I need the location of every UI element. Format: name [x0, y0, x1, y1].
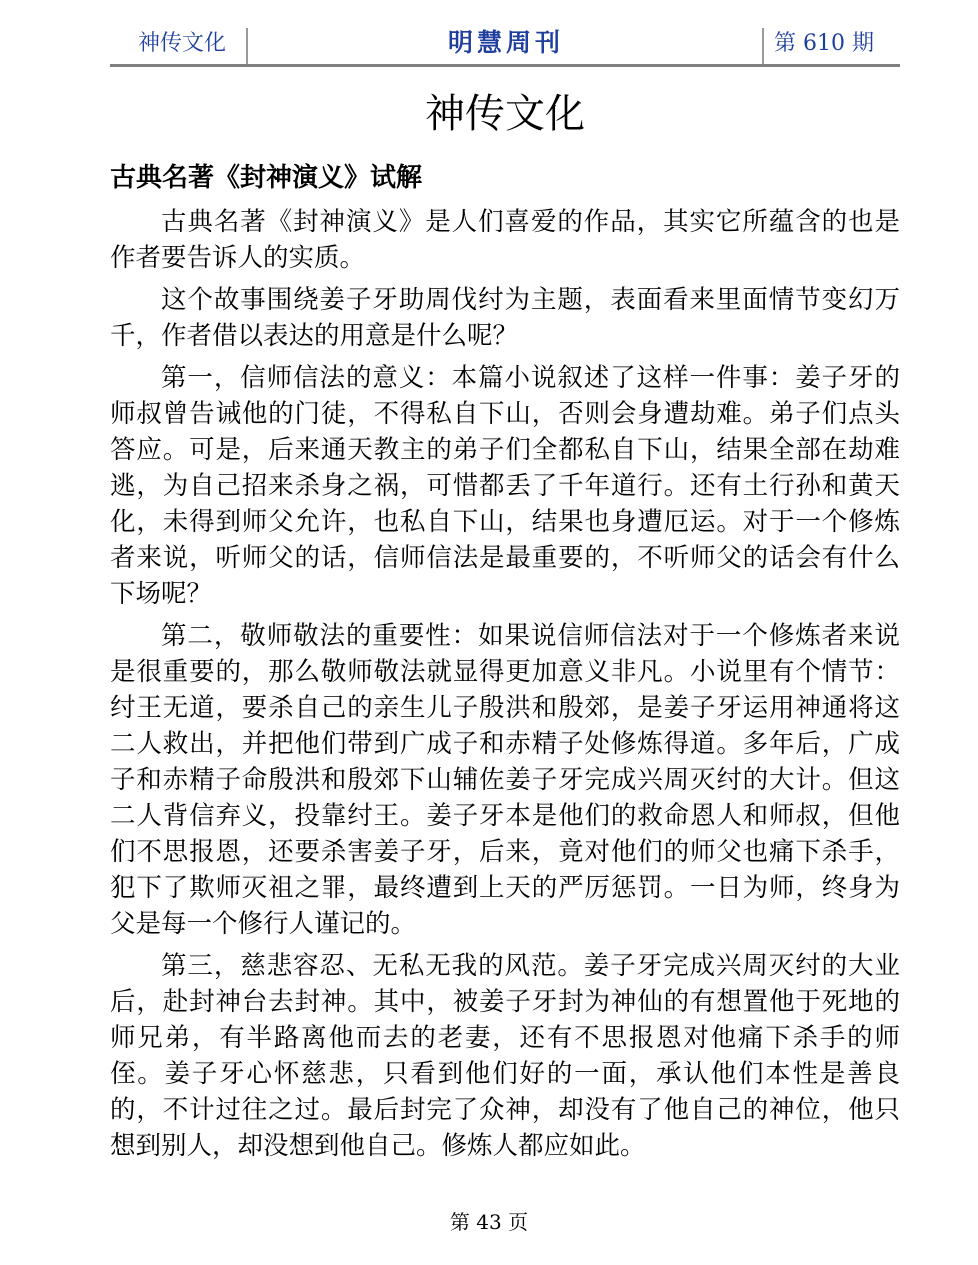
header-publication-title: 明慧周刊 — [447, 28, 564, 57]
header-divider — [110, 64, 900, 67]
article-paragraph: 第二，敬师敬法的重要性：如果说信师信法对于一个修炼者来说是很重要的，那么敬师敬法就显得更加意义非凡。小说里有个情节：纣王无道，要杀自己的亲生儿子殷洪和殷郊，是姜子牙运用神通将这二人救出，并把他们带到广成子和赤精子处修炼得道。多年后，广成子和赤精子命殷洪和殷郊下山辅佐姜子牙完成兴周灭纣的大计。但这二人背信弃义，投靠纣王。姜子牙本是他们的救命恩人和师叔，但他们不思报恩，还要杀害姜子牙，后来，竟对他们的师父也痛下杀手，犯下了欺师灭祖之罪，最终遭到上天的严厉惩罚。一日为师，终身为父是每一个修行人谨记的。 — [110, 621, 900, 939]
article-paragraph: 第三，慈悲容忍、无私无我的风范。姜子牙完成兴周灭纣的大业后，赴封神台去封神。其中，被姜子牙封为神仙的有想置他于死地的师兄弟，有半路离他而去的老妻，还有不思报恩对他痛下杀手的师侄。姜子牙心怀慈悲，只看到他们好的一面，承认他们本性是善良的，不计过往之过。最后封完了众神，却没有了他自己的神位，他只想到别人，却没想到他自己。修炼人都应如此。 — [110, 951, 900, 1161]
page-number: 第 43 页 — [449, 1210, 529, 1234]
article-paragraph: 这个故事围绕姜子牙助周伐纣为主题，表面看来里面情节变幻万千，作者借以表达的用意是什么呢？ — [110, 285, 900, 351]
page-header — [110, 28, 900, 68]
article-body — [110, 204, 900, 1170]
article-paragraph: 古典名著《封神演义》是人们喜爱的作品，其实它所蕴含的也是作者要告诉人的实质。 — [110, 207, 900, 273]
header-issue-number: 第 610 期 — [762, 28, 900, 64]
page-title: 神传文化 — [425, 91, 585, 137]
header-section-label: 神传文化 — [110, 28, 248, 64]
article-title: 古典名著《封神演义》试解 — [110, 163, 423, 193]
article-paragraph: 第一，信师信法的意义：本篇小说叙述了这样一件事：姜子牙的师叔曾告诫他的门徒，不得私自下山，否则会身遭劫难。弟子们点头答应。可是，后来通天教主的弟子们全都私自下山，结果全部在劫难逃，为自己招来杀身之祸，可惜都丢了千年道行。还有土行孙和黄天化，未得到师父允许，也私自下山，结果也身遭厄运。对于一个修炼者来说，听师父的话，信师信法是最重要的，不听师父的话会有什么下场呢？ — [110, 363, 900, 609]
